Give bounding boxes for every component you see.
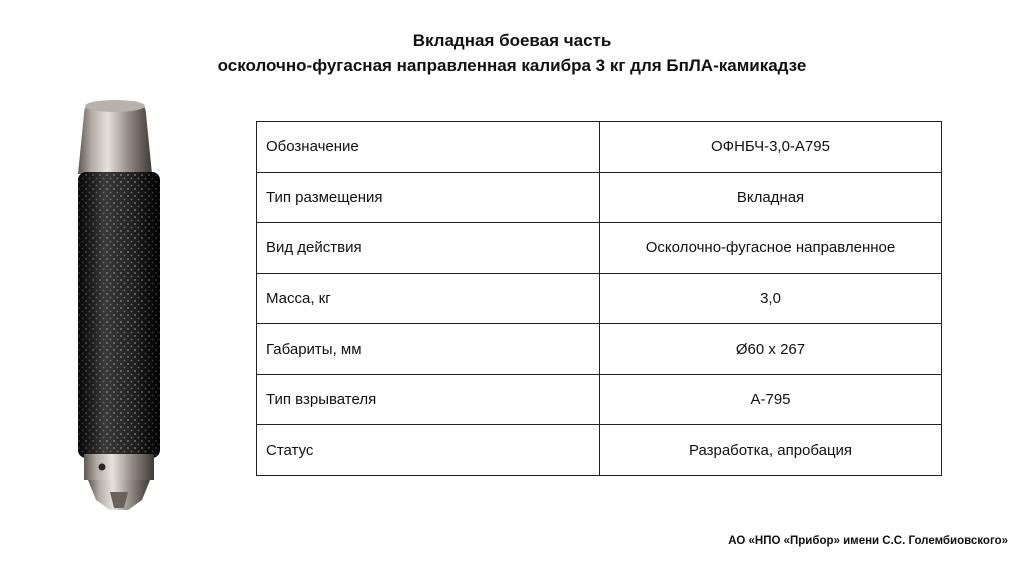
warhead-image [70, 96, 170, 514]
spec-key: Обозначение [257, 122, 600, 173]
table-row [257, 122, 942, 173]
page-title [0, 28, 1024, 78]
spec-key: Тип взрывателя [257, 374, 600, 425]
table-row [257, 223, 942, 274]
spec-key: Габариты, мм [257, 324, 600, 375]
specs-table [256, 121, 942, 476]
spec-value: А-795 [600, 374, 942, 425]
table-row [257, 172, 942, 223]
spec-key: Тип размещения [257, 172, 600, 223]
spec-value: Осколочно-фугасное направленное [600, 223, 942, 274]
table-row [257, 425, 942, 476]
spec-value: Ø60 х 267 [600, 324, 942, 375]
company-footer: АО «НПО «Прибор» имени С.С. Голембиовского» [728, 535, 1008, 547]
table-row [257, 324, 942, 375]
spec-value: Вкладная [600, 172, 942, 223]
spec-value: Разработка, апробация [600, 425, 942, 476]
spec-key: Вид действия [257, 223, 600, 274]
spec-key: Статус [257, 425, 600, 476]
spec-value: ОФНБЧ-3,0-А795 [600, 122, 942, 173]
table-row [257, 374, 942, 425]
spec-key: Масса, кг [257, 273, 600, 324]
title-line-1: Вкладная боевая часть [412, 31, 612, 50]
title-line-2: осколочно-фугасная направленная калибра 3 кг для БпЛА-камикадзе [217, 56, 807, 75]
table-row [257, 273, 942, 324]
spec-value: 3,0 [600, 273, 942, 324]
